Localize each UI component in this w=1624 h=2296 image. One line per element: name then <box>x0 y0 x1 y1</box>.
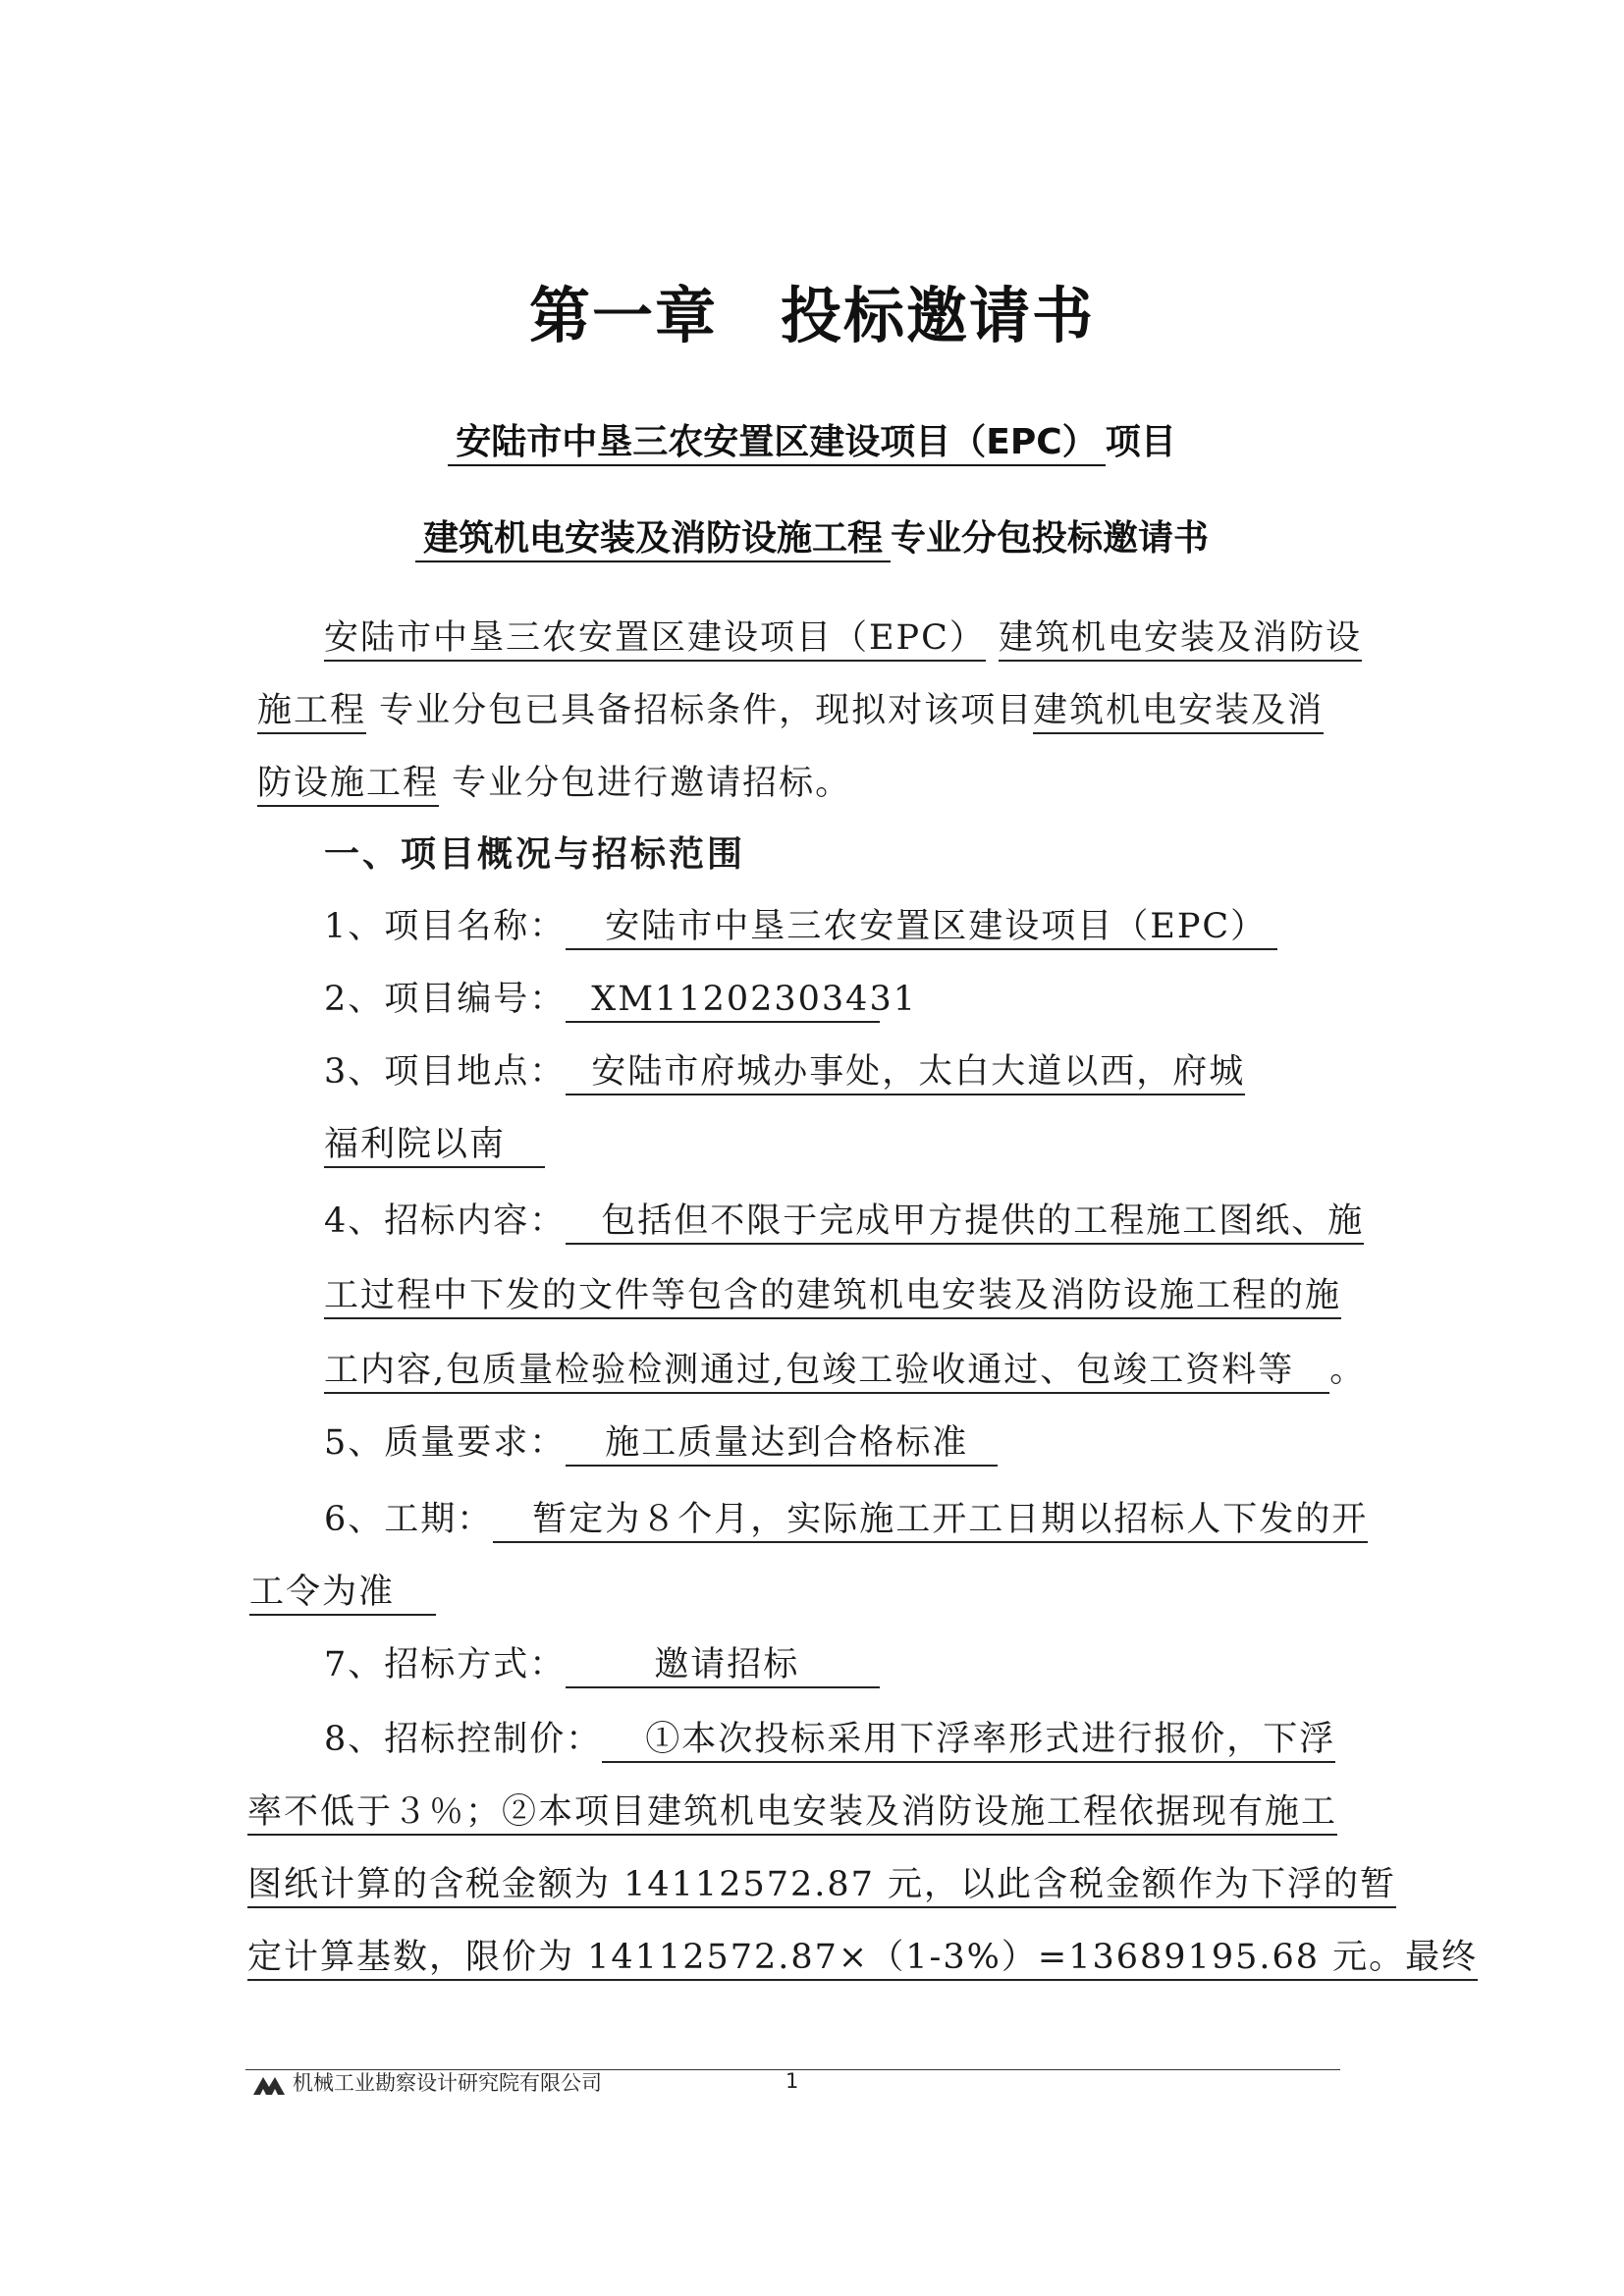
item-value: 工内容,包质量检验检测通过,包竣工验收通过、包竣工资料等 <box>324 1349 1329 1394</box>
intro-text-end: 专业分包进行邀请招标。 <box>452 764 852 803</box>
footer-page-number: 1 <box>785 2069 799 2093</box>
item-project-name <box>324 903 1277 950</box>
intro-work-name-2: 建筑机电安装及消 <box>1033 691 1324 734</box>
item-duration <box>324 1496 1368 1543</box>
intro-line-3 <box>257 760 851 807</box>
item-label: 3、项目地点： <box>324 1052 567 1092</box>
chapter-title: 第一章 投标邀请书 <box>528 280 1095 351</box>
company-logo-icon <box>251 2071 287 2097</box>
footer-company-name: 机械工业勘察设计研究院有限公司 <box>293 2071 602 2095</box>
item-value: 福利院以南 <box>324 1123 545 1168</box>
item-value: 工过程中下发的文件等包含的建筑机电安装及消防设施工程的施 <box>324 1274 1341 1319</box>
item-project-location <box>324 1048 1245 1095</box>
item-label: 4、招标内容： <box>324 1201 567 1241</box>
item-value: 暂定为８个月，实际施工开工日期以招标人下发的开 <box>493 1498 1368 1543</box>
intro-work-name-2-cont: 防设施工程 <box>257 764 439 807</box>
item-value: 安陆市中垦三农安置区建设项目（EPC） <box>566 905 1277 950</box>
item-value: XM11202303431 <box>566 978 880 1023</box>
item-bid-method <box>324 1641 880 1688</box>
item-bid-content <box>324 1198 1364 1245</box>
item-label: 7、招标方式： <box>324 1645 567 1684</box>
item-duration-cont <box>249 1569 436 1616</box>
item-label: 8、招标控制价： <box>324 1720 603 1759</box>
item-label: 2、项目编号： <box>324 980 567 1019</box>
item-value: 邀请招标 <box>566 1643 880 1688</box>
item-value: 包括但不限于完成甲方提供的工程施工图纸、施 <box>566 1200 1364 1245</box>
item-control-price-l4 <box>247 1934 1478 1981</box>
intro-work-name: 建筑机电安装及消防设 <box>999 618 1362 662</box>
item-value: 工令为准 <box>249 1571 436 1616</box>
intro-work-name-cont: 施工程 <box>257 691 366 734</box>
item-bid-content-l3 <box>324 1347 1366 1394</box>
subtitle-line-2 <box>0 510 1624 561</box>
intro-line-1 <box>324 614 1362 662</box>
item-control-price <box>324 1716 1335 1763</box>
item-control-price-l2 <box>247 1789 1337 1836</box>
section-heading: 一、项目概况与招标范围 <box>324 834 746 875</box>
subtitle-line-1 <box>0 414 1624 464</box>
item-bid-content-l2 <box>324 1272 1341 1319</box>
intro-project-name: 安陆市中垦三农安置区建设项目（EPC） <box>324 618 986 662</box>
item-label: 5、质量要求： <box>324 1423 567 1463</box>
item-control-price-l3 <box>247 1861 1396 1908</box>
subtitle-suffix-1: 项目 <box>1105 422 1176 462</box>
item-value: 率不低于３％；②本项目建筑机电安装及消防设施工程依据现有施工 <box>247 1790 1337 1836</box>
item-project-location-cont <box>324 1121 545 1168</box>
item-label: 1、项目名称： <box>324 907 567 946</box>
item-quality <box>324 1419 998 1467</box>
item-value: 施工质量达到合格标准 <box>566 1421 998 1467</box>
item-value: ①本次投标采用下浮率形式进行报价，下浮 <box>602 1718 1335 1763</box>
item-end-mark: 。 <box>1329 1351 1367 1390</box>
item-label: 6、工期： <box>324 1500 494 1539</box>
item-project-number <box>324 976 917 1023</box>
item-value: 图纸计算的含税金额为 14112572.87 元，以此含税金额作为下浮的暂 <box>247 1863 1396 1908</box>
item-value: 安陆市府城办事处，太白大道以西，府城 <box>566 1050 1245 1095</box>
intro-text: 专业分包已具备招标条件，现拟对该项目 <box>379 691 1034 730</box>
subtitle-suffix-2: 专业分包投标邀请书 <box>891 518 1210 559</box>
intro-line-2 <box>257 687 1324 734</box>
subtitle-project-name: 安陆市中垦三农安置区建设项目（EPC） <box>448 422 1105 466</box>
item-value: 定计算基数，限价为 14112572.87×（1-3%）=13689195.68 元。最终 <box>247 1936 1478 1981</box>
subtitle-work-name: 建筑机电安装及消防设施工程 <box>415 518 891 562</box>
